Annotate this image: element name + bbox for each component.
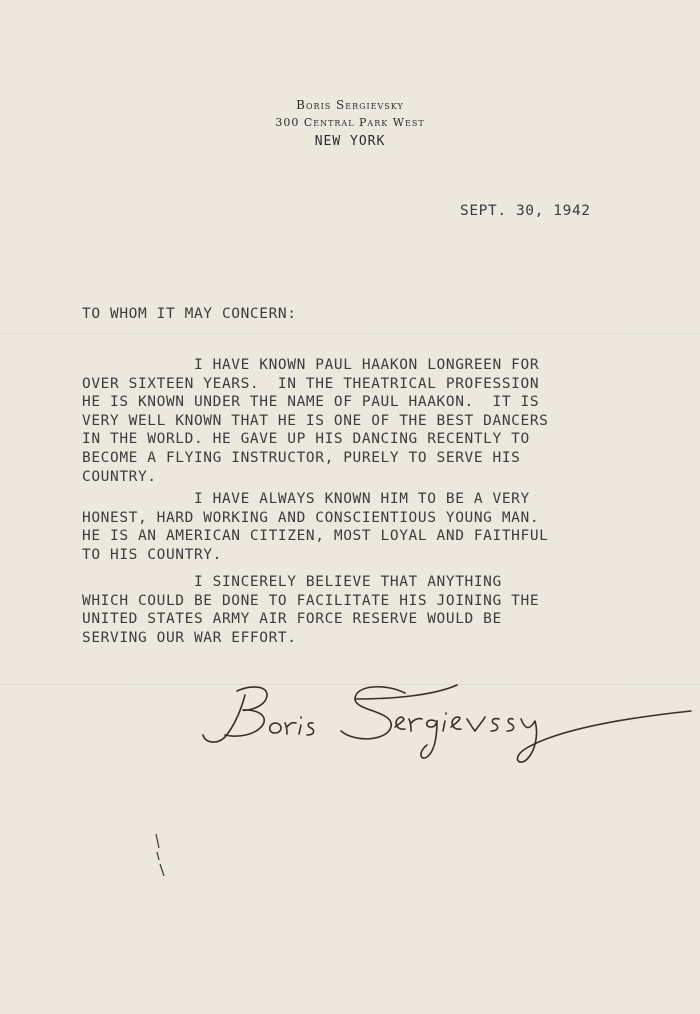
paragraph [82,573,539,647]
handwritten-signature [195,665,695,775]
paragraph-line: WHICH COULD BE DONE TO FACILITATE HIS JOINING THE [82,592,540,609]
paragraph-line: I HAVE KNOWN PAUL HAAKON LONGREEN FOR [82,357,540,373]
letter-date: SEPT. 30, 1942 [460,203,591,219]
paragraph-line: I HAVE ALWAYS KNOWN HIM TO BE A VERY [82,491,530,507]
signature-strokes [203,685,691,762]
letterhead-street: 300 Central Park West [275,116,425,129]
ink-mark [150,830,170,880]
paragraph-line: COUNTRY. [82,468,157,485]
paragraph-line: HE IS KNOWN UNDER THE NAME OF PAUL HAAKON. IT IS [82,394,540,411]
paper-fold [0,333,700,335]
paragraph-line: BECOME A FLYING INSTRUCTOR, PURELY TO SERVE HIS [82,449,521,466]
paragraph-line: OVER SIXTEEN YEARS. IN THE THEATRICAL PROFESSION [82,375,540,392]
paragraph [82,356,549,486]
salutation: TO WHOM IT MAY CONCERN: [82,306,297,322]
paragraph-line: HE IS AN AMERICAN CITIZEN, MOST LOYAL AND FAITHFUL [82,528,549,545]
paragraph-line: I SINCERELY BELIEVE THAT ANYTHING [82,574,502,590]
paragraph-line: SERVING OUR WAR EFFORT. [82,629,297,646]
paragraph-line: HONEST, HARD WORKING AND CONSCIENTIOUS YOUNG MAN. [82,509,540,526]
paragraph-line: IN THE WORLD. HE GAVE UP HIS DANCING RECENTLY TO [82,431,530,448]
paragraph-line: VERY WELL KNOWN THAT HE IS ONE OF THE BEST DANCERS [82,412,549,429]
paragraph-line: TO HIS COUNTRY. [82,546,222,563]
letterhead-city: NEW YORK [314,134,386,149]
letterhead-name: Boris Sergievsky [296,98,404,112]
paragraph-line: UNITED STATES ARMY AIR FORCE RESERVE WOULD BE [82,611,502,628]
paragraph [82,490,549,564]
